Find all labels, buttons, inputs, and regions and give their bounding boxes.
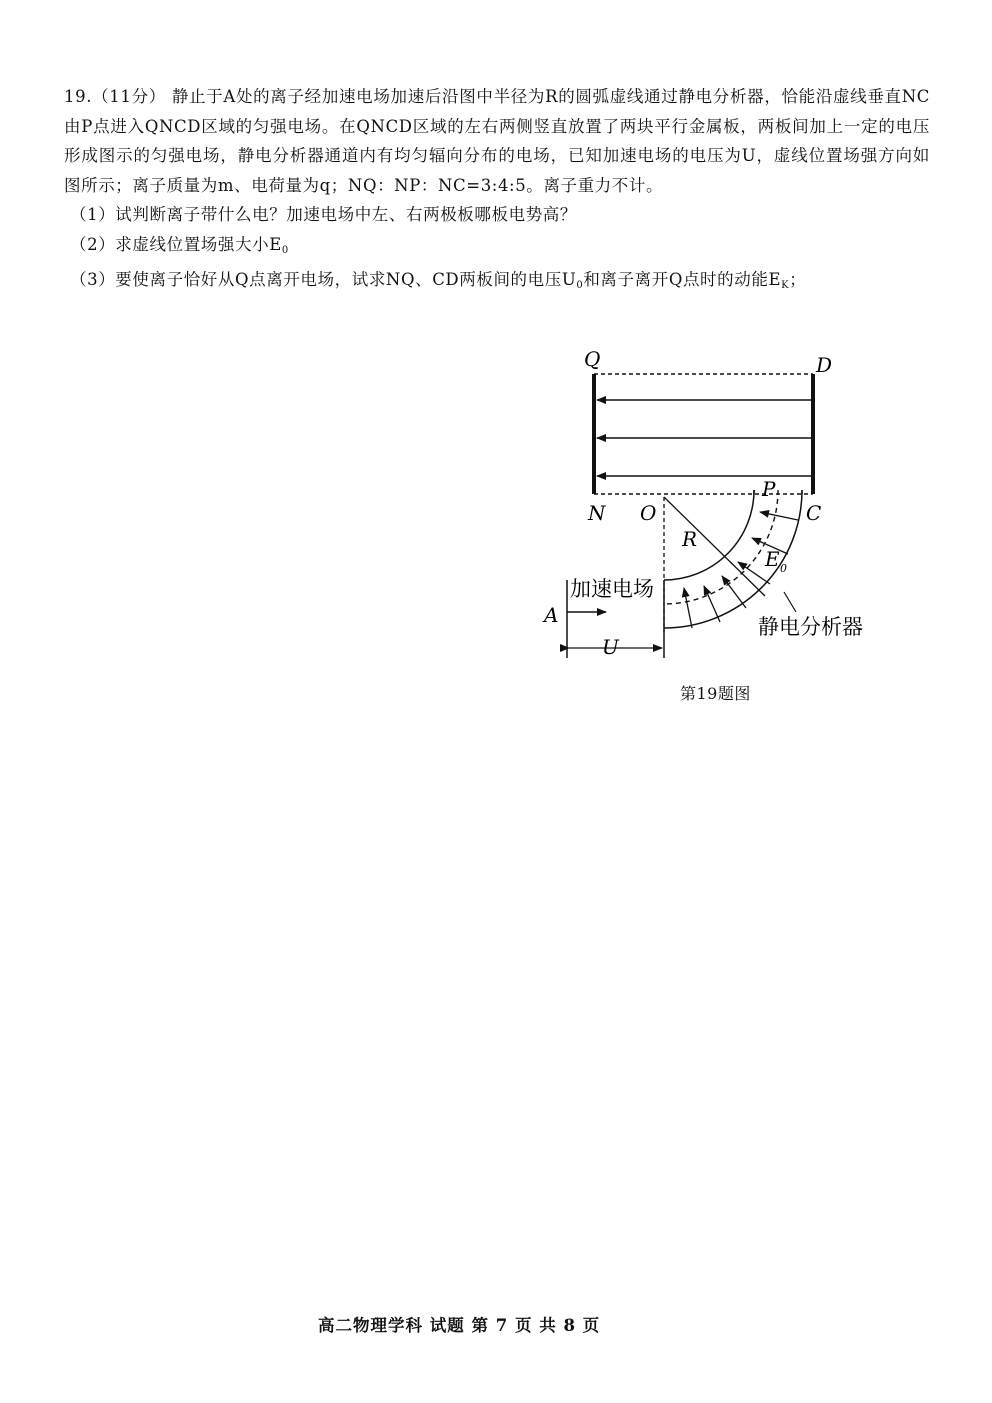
label-a: A	[544, 603, 559, 627]
page-footer: 高二物理学科 试题 第 7 页 共 8 页	[318, 1316, 601, 1335]
question-3-text-b: 和离子离开Q点时的动能E	[583, 270, 782, 289]
label-o: O	[640, 501, 657, 525]
question-3-subscript-k: K	[781, 280, 790, 291]
figure-caption: 第19题图	[680, 684, 751, 703]
radius-r	[664, 497, 765, 596]
question-2-subscript: 0	[281, 244, 289, 256]
question-3-text-a: （3）要使离子恰好从Q点离开电场，试求NQ、CD两板间的电压U	[70, 270, 577, 289]
problem-intro: 19.（11分） 静止于A处的离子经加速电场加速后沿图中半径为R的圆弧虚线通过静电分析器，恰能沿虚线垂直NC由P点进入QNCD区域的匀强电场。在QNCD区域的左右两侧竖直放置了两块平行金属板，两板间加上一定的电压形成图示的匀强电场，静电分析器通道内有均匀辐向分布的电场，已知加速电场的电压为U，虚线位置场强方向如图所示；离子质量为m、电荷量为q；NQ：NP：NC=3:4:5。离子重力不计。	[64, 87, 930, 195]
question-2	[64, 230, 930, 266]
label-d: D	[816, 353, 833, 377]
label-q: Q	[584, 347, 601, 371]
label-e-subscript: 0	[780, 562, 787, 575]
figure-19	[530, 340, 900, 670]
label-r: R	[682, 527, 698, 551]
question-3-subscript-u: 0	[576, 280, 584, 291]
label-e: E	[765, 547, 780, 571]
label-p: P	[762, 477, 776, 501]
physics-diagram	[530, 340, 900, 670]
analyzer-leader	[784, 592, 796, 612]
question-3-text-c: ；	[789, 270, 807, 289]
question-2-text: （2）求虚线位置场强大小E	[70, 234, 282, 254]
radial-field-arrow	[684, 588, 692, 628]
radial-field-arrow	[760, 512, 798, 520]
label-n: N	[588, 501, 606, 525]
radial-field-arrow	[722, 576, 746, 608]
analyzer-outer-arc	[664, 490, 802, 628]
question-3	[64, 265, 930, 301]
label-c: C	[806, 501, 822, 525]
label-u: U	[602, 635, 619, 659]
question-1: （1）试判断离子带什么电？加速电场中左、右两极板哪板电势高？	[70, 205, 577, 224]
radial-field-arrow	[704, 586, 720, 622]
accel-field-label: 加速电场	[570, 577, 654, 601]
problem-19	[64, 82, 930, 301]
analyzer-label: 静电分析器	[758, 615, 863, 639]
analyzer-inner-arc	[664, 490, 754, 580]
